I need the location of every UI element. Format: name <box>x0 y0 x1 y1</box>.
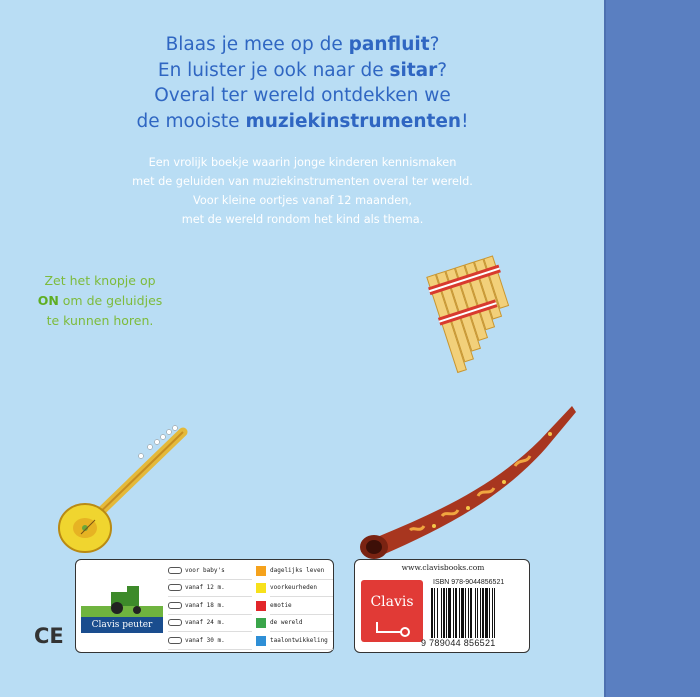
headline-text: En luister je ook naar de <box>157 59 390 81</box>
baby-icon <box>168 584 182 591</box>
age-cell <box>168 580 252 598</box>
category-swatch <box>256 601 266 611</box>
barcode-bar <box>475 588 476 638</box>
headline-bold-instruments: muziekinstrumenten <box>245 110 462 132</box>
sound-button-note <box>25 271 175 331</box>
clavis-brand: Clavis <box>370 594 414 610</box>
baby-icon <box>168 567 182 574</box>
description-line: Voor kleine oortjes vanaf 12 maanden, <box>193 194 412 207</box>
headline-text: de mooiste <box>136 110 246 132</box>
description-line: Een vrolijk boekje waarin jonge kinderen kennismaken <box>148 156 457 169</box>
headline-text: ! <box>461 110 469 132</box>
age-table-row <box>168 615 333 633</box>
sitar-illustration <box>55 422 190 557</box>
baby-icon <box>168 602 182 609</box>
barcode-digits: 9 789044 856521 <box>421 638 496 648</box>
logo-label: Clavis peuter <box>81 617 163 633</box>
headline-bold-sitar: sitar <box>389 59 438 81</box>
barcode-bar <box>437 588 438 638</box>
headline-text: Blaas je mee op de <box>165 34 349 55</box>
barcode-bar <box>431 588 433 638</box>
category-swatch <box>256 618 266 628</box>
barcode-bar <box>494 588 495 638</box>
headline-text: ? <box>429 34 440 55</box>
age-category-table <box>168 562 333 650</box>
barcode-bar <box>455 588 457 638</box>
baby-icon <box>168 637 182 644</box>
note-on-word: ON <box>37 293 59 308</box>
headline-line-3: Overal ter wereld ontdekken we <box>154 85 451 106</box>
barcode-bar <box>470 588 472 638</box>
age-cell <box>168 632 252 650</box>
age-table-row <box>168 580 333 598</box>
barcode-bar <box>465 588 466 638</box>
barcode-bar <box>441 588 442 638</box>
barcode-bar <box>492 588 493 638</box>
panflute-illustration <box>425 244 525 374</box>
barcode <box>431 588 525 638</box>
headline-line-4 <box>40 109 565 135</box>
barcode-bar <box>434 588 435 638</box>
age-cell <box>168 597 252 615</box>
category-label: voorkeurheden <box>270 580 333 598</box>
headline-text: ? <box>437 59 448 81</box>
age-cell <box>168 562 252 580</box>
barcode-bar <box>468 588 469 638</box>
barcode-bar <box>448 588 451 638</box>
book-spine <box>605 0 700 697</box>
tractor-icon <box>81 584 163 618</box>
barcode-bar <box>477 588 478 638</box>
age-table-row <box>168 562 333 580</box>
age-label: vanaf 24 m. <box>185 619 225 627</box>
age-label: vanaf 18 m. <box>185 601 225 609</box>
description <box>110 153 495 229</box>
barcode-bar <box>461 588 464 638</box>
age-cell <box>168 615 252 633</box>
barcode-bar <box>446 588 447 638</box>
barcode-panel <box>354 559 530 653</box>
series-info-panel <box>75 559 334 653</box>
barcode-bar <box>482 588 484 638</box>
category-label: taalontwikkeling <box>270 632 333 650</box>
barcode-bar <box>489 588 490 638</box>
category-swatch <box>256 583 266 593</box>
spine-edge <box>604 0 606 697</box>
description-line: met de geluiden van muziekinstrumenten overal ter wereld. <box>132 175 473 188</box>
age-table-row <box>168 597 333 615</box>
headline-bold-panfluit: panfluit <box>348 34 430 55</box>
baby-icon <box>168 619 182 626</box>
barcode-bar <box>443 588 445 638</box>
note-line <box>25 291 175 311</box>
description-line: met de wereld rondom het kind als thema. <box>181 213 424 226</box>
clavis-logo <box>361 580 423 642</box>
isbn-label: ISBN 978-9044856521 <box>433 579 505 586</box>
category-swatch <box>256 636 266 646</box>
age-label: voor baby's <box>185 566 225 574</box>
age-table-row <box>168 632 333 650</box>
category-label: emotie <box>270 597 333 615</box>
barcode-bar <box>459 588 460 638</box>
clavis-peuter-logo <box>81 584 163 634</box>
note-line: te kunnen horen. <box>46 313 154 328</box>
key-icon <box>361 580 423 642</box>
headline <box>40 32 565 134</box>
headline-line-1 <box>40 32 565 58</box>
barcode-bar <box>453 588 454 638</box>
category-swatch <box>256 566 266 576</box>
age-label: vanaf 30 m. <box>185 636 225 644</box>
headline-line-2 <box>40 58 565 84</box>
barcode-bar <box>480 588 481 638</box>
note-text: om de geluidjes <box>58 293 163 308</box>
category-label: de wereld <box>270 615 333 633</box>
age-label: vanaf 12 m. <box>185 584 225 592</box>
note-line: Zet het knopje op <box>44 273 156 288</box>
ce-mark: CE <box>34 624 64 648</box>
barcode-bar <box>485 588 488 638</box>
didgeridoo-illustration <box>350 400 578 560</box>
publisher-url: www.clavisbooks.com <box>401 563 485 572</box>
category-label: dagelijks leven <box>270 562 333 580</box>
